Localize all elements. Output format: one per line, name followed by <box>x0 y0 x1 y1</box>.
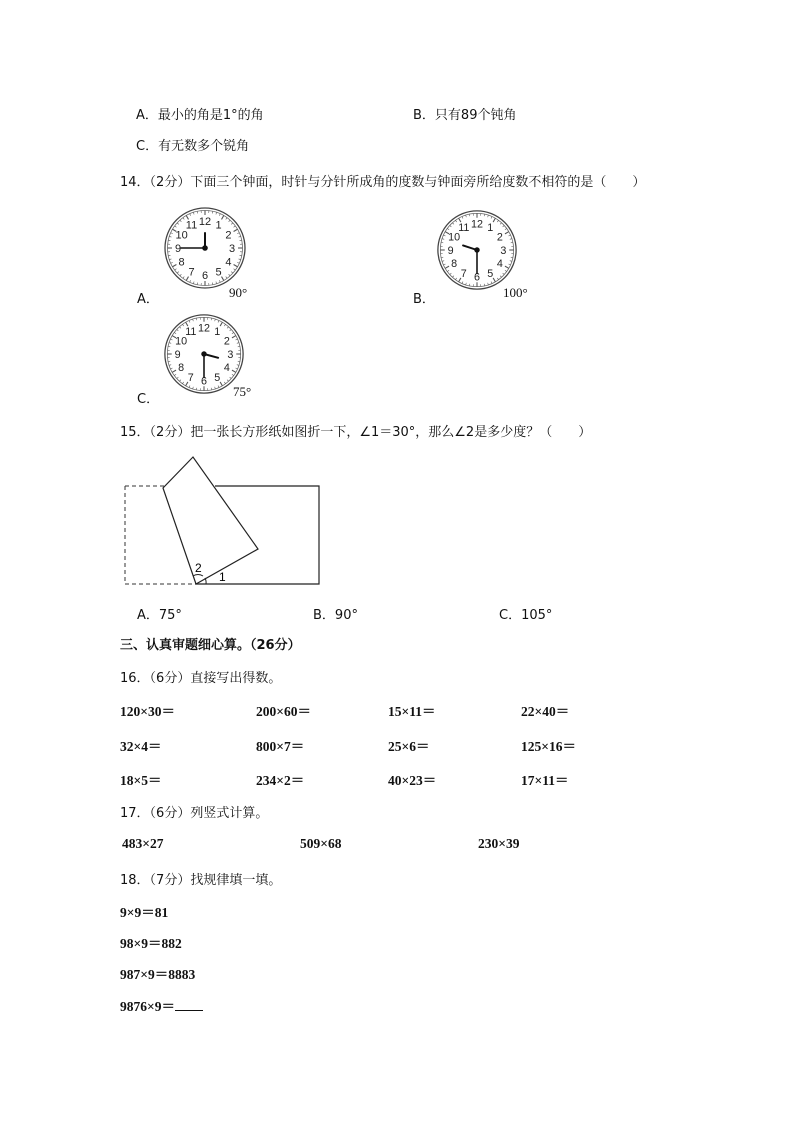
clock-number: 4 <box>496 258 503 271</box>
clock-tick <box>215 319 216 321</box>
clock-tick <box>226 218 227 220</box>
clock-number: 10 <box>448 231 461 244</box>
folded-flap <box>163 457 258 584</box>
clock-number: 8 <box>178 256 185 269</box>
angle-1-label: 1 <box>219 570 226 584</box>
calc-item: 18×5＝ <box>120 773 162 788</box>
clock-tick <box>497 220 498 222</box>
clock-tick <box>219 280 220 282</box>
clock-number: 5 <box>214 371 221 384</box>
clock-tick <box>234 269 236 270</box>
clock-tick <box>450 225 452 226</box>
angle-2-label: 2 <box>195 561 202 575</box>
clock-tick <box>182 382 183 384</box>
clock-tick <box>169 236 171 237</box>
question-17-stem: 17．（6分）列竖式计算。 <box>120 806 269 821</box>
q15-option-b: B．90° <box>313 608 358 623</box>
clock-tick <box>444 264 446 265</box>
calc-item: 15×11＝ <box>388 704 436 719</box>
clock-number: 8 <box>451 258 458 271</box>
angle-1-arc <box>205 578 206 584</box>
calc-item: 120×30＝ <box>120 704 175 719</box>
clock-tick <box>232 336 236 338</box>
clock-tick <box>193 319 194 321</box>
clock-tick <box>219 214 220 216</box>
clock-number: 12 <box>198 216 212 228</box>
clock-tick <box>179 380 180 382</box>
calc-item: 125×16＝ <box>521 739 576 754</box>
clock-tick <box>509 235 511 236</box>
clock-number: 4 <box>223 362 230 375</box>
clock-tick <box>466 283 467 285</box>
clock-tick <box>179 327 180 329</box>
clock-tick <box>444 235 446 236</box>
clock-tick <box>503 225 505 226</box>
degree-b: 100° <box>503 285 528 300</box>
clock-tick <box>455 220 456 222</box>
clock-tick <box>497 278 498 280</box>
clock-number: 10 <box>175 335 188 348</box>
clock-number: 2 <box>496 231 503 244</box>
answer-blank[interactable] <box>175 998 203 1011</box>
clock-tick <box>174 374 176 375</box>
rectangle-outline <box>196 486 319 584</box>
clock-tick <box>174 332 176 333</box>
clock-number: 9 <box>174 243 182 255</box>
clock-tick <box>218 321 219 323</box>
clock-tick <box>175 226 177 227</box>
clock-number: 5 <box>215 266 222 279</box>
clock-tick <box>237 343 239 344</box>
clock-tick <box>455 278 456 280</box>
clock-tick <box>229 274 230 276</box>
pattern-line: 9×9＝81 <box>120 905 169 920</box>
degree-c: 75° <box>233 384 252 399</box>
clock-tick <box>491 217 492 219</box>
clock-tick <box>189 321 190 323</box>
clock-number: 6 <box>201 375 207 388</box>
calc-item: 234×2＝ <box>256 773 305 788</box>
clock-number: 8 <box>178 362 185 375</box>
question-18-stem: 18．（7分）找规律填一填。 <box>120 873 282 888</box>
clock-tick <box>500 276 501 278</box>
clock-tick <box>452 223 453 225</box>
clock-number: 9 <box>174 348 181 361</box>
clock-number: 2 <box>223 335 230 348</box>
clock-tick <box>193 212 194 214</box>
clock-tick <box>222 277 224 281</box>
clock-number: 2 <box>225 229 232 242</box>
clock-number: 12 <box>198 322 210 335</box>
clock-number: 7 <box>188 266 195 279</box>
clock-number: 4 <box>225 256 232 269</box>
clock-tick <box>231 272 233 273</box>
clock-number: 12 <box>471 218 483 231</box>
option-a-label: A． <box>137 292 159 307</box>
clock-tick <box>234 226 236 227</box>
clock-tick <box>169 365 171 366</box>
calc-item: 25×6＝ <box>388 739 430 754</box>
clock-tick <box>173 265 177 267</box>
clock-tick <box>500 223 501 225</box>
clock-tick <box>169 259 171 260</box>
clock-center <box>201 351 206 356</box>
clock-tick <box>189 386 190 388</box>
calc-item: 200×60＝ <box>256 704 311 719</box>
clock-tick <box>462 217 463 219</box>
clock-tick <box>236 368 238 369</box>
clock-tick <box>229 220 230 222</box>
clock-tick <box>232 374 234 375</box>
clock-tick <box>447 270 449 271</box>
degree-a: 90° <box>229 285 248 300</box>
clock-tick <box>183 218 184 220</box>
clock-number: 1 <box>214 326 221 339</box>
clock-number: 3 <box>500 244 507 257</box>
pattern-line-last-text: 9876×9＝ <box>120 999 175 1014</box>
clock-tick <box>231 223 233 224</box>
clock-tick <box>190 280 191 282</box>
pattern-line: 987×9＝8883 <box>120 967 196 982</box>
clock-number: 6 <box>474 271 480 284</box>
clock-number: 7 <box>187 371 194 384</box>
clock-tick <box>172 370 176 372</box>
option-b-label: B． <box>413 292 435 307</box>
clock-tick <box>222 216 224 220</box>
clock-tick <box>215 387 216 389</box>
clock-b-icon <box>433 206 521 294</box>
clock-tick <box>169 343 171 344</box>
clock-tick <box>193 387 194 389</box>
q15-option-a: A．75° <box>137 608 182 623</box>
clock-tick <box>224 382 225 384</box>
clock-tick <box>510 239 512 240</box>
clock-tick <box>452 276 453 278</box>
question-16-stem: 16．（6分）直接写出得数。 <box>120 671 282 686</box>
calc-item: 22×40＝ <box>521 704 570 719</box>
clock-tick <box>491 282 492 284</box>
vertical-calc-item: 483×27 <box>122 836 164 851</box>
clock-tick <box>488 215 489 217</box>
clock-tick <box>237 262 239 263</box>
clock-tick <box>230 329 232 330</box>
clock-tick <box>466 215 467 217</box>
clock-number: 11 <box>185 326 197 339</box>
clock-number: 3 <box>227 348 234 361</box>
clock-tick <box>171 368 173 369</box>
clock-tick <box>505 232 509 234</box>
clock-number: 1 <box>215 219 222 232</box>
clock-tick <box>450 273 452 274</box>
clock-tick <box>505 228 507 229</box>
clock-tick <box>216 212 217 214</box>
clock-tick <box>447 228 449 229</box>
clock-a-icon <box>160 203 250 293</box>
clock-tick <box>488 283 489 285</box>
clock-tick <box>177 272 179 273</box>
clock-tick <box>232 332 234 333</box>
clock-tick <box>462 282 463 284</box>
clock-tick <box>493 218 495 222</box>
clock-tick <box>505 266 509 268</box>
clock-tick <box>224 324 225 326</box>
option-c-label: C． <box>137 392 160 407</box>
clock-center <box>474 247 479 252</box>
pattern-line-last <box>120 995 203 1015</box>
calc-item: 32×4＝ <box>120 739 162 754</box>
clock-tick <box>183 277 184 279</box>
clock-tick <box>239 236 241 237</box>
clock-tick <box>226 277 227 279</box>
clock-tick <box>509 264 511 265</box>
folded-paper-figure <box>118 450 328 590</box>
option-c: C．有无数多个锐角 <box>136 139 250 154</box>
clock-tick <box>220 322 222 326</box>
clock-number: 5 <box>487 267 494 280</box>
question-14-stem: 14．（2分）下面三个钟面，时针与分针所成角的度数与钟面旁所给度数不相符的是（ ） <box>120 175 646 190</box>
calc-item: 40×23＝ <box>388 773 437 788</box>
clock-number: 11 <box>185 219 198 232</box>
clock-tick <box>182 324 183 326</box>
pattern-line: 98×9＝882 <box>120 936 182 951</box>
clock-tick <box>442 261 444 262</box>
clock-tick <box>503 273 505 274</box>
clock-number: 3 <box>228 243 236 255</box>
vertical-calc-item: 230×39 <box>478 836 520 851</box>
clock-tick <box>442 239 444 240</box>
clock-tick <box>193 282 194 284</box>
clock-number: 9 <box>447 244 454 257</box>
clock-tick <box>227 380 228 382</box>
option-a: A．最小的角是1°的角 <box>136 108 264 123</box>
clock-number: 7 <box>460 267 467 280</box>
clock-tick <box>239 259 241 260</box>
clock-center <box>202 245 208 251</box>
clock-number: 11 <box>458 222 470 235</box>
clock-tick <box>234 229 238 231</box>
question-15-stem: 15．（2分）把一张长方形纸如图折一下，∠1＝30°，那么∠2是多少度？（ ） <box>120 425 592 440</box>
clock-tick <box>177 329 179 330</box>
clock-tick <box>171 339 173 340</box>
clock-tick <box>180 274 181 276</box>
clock-tick <box>180 220 181 222</box>
calc-item: 800×7＝ <box>256 739 305 754</box>
clock-tick <box>234 265 238 267</box>
vertical-calc-item: 509×68 <box>300 836 342 851</box>
clock-tick <box>237 233 239 234</box>
clock-tick <box>505 270 507 271</box>
clock-tick <box>510 261 512 262</box>
clock-number: 6 <box>201 270 209 282</box>
clock-tick <box>445 266 449 268</box>
clock-tick <box>227 327 228 329</box>
clock-tick <box>230 377 232 378</box>
clock-tick <box>236 339 238 340</box>
clock-tick <box>175 269 177 270</box>
clock-tick <box>190 214 191 216</box>
clock-tick <box>171 262 173 263</box>
q15-option-c: C．105° <box>499 608 553 623</box>
section-3-title: 三、认真审题细心算。（26分） <box>120 638 301 653</box>
clock-tick <box>171 233 173 234</box>
clock-tick <box>218 386 219 388</box>
clock-tick <box>237 365 239 366</box>
calc-item: 17×11＝ <box>521 773 569 788</box>
clock-tick <box>220 382 222 386</box>
clock-tick <box>177 377 179 378</box>
clock-tick <box>177 223 179 224</box>
option-b: B．只有89个钝角 <box>413 108 517 123</box>
clock-tick <box>216 282 217 284</box>
clock-tick <box>493 278 495 282</box>
clock-tick <box>232 370 236 372</box>
clock-number: 1 <box>487 222 494 235</box>
clock-number: 10 <box>175 229 188 242</box>
